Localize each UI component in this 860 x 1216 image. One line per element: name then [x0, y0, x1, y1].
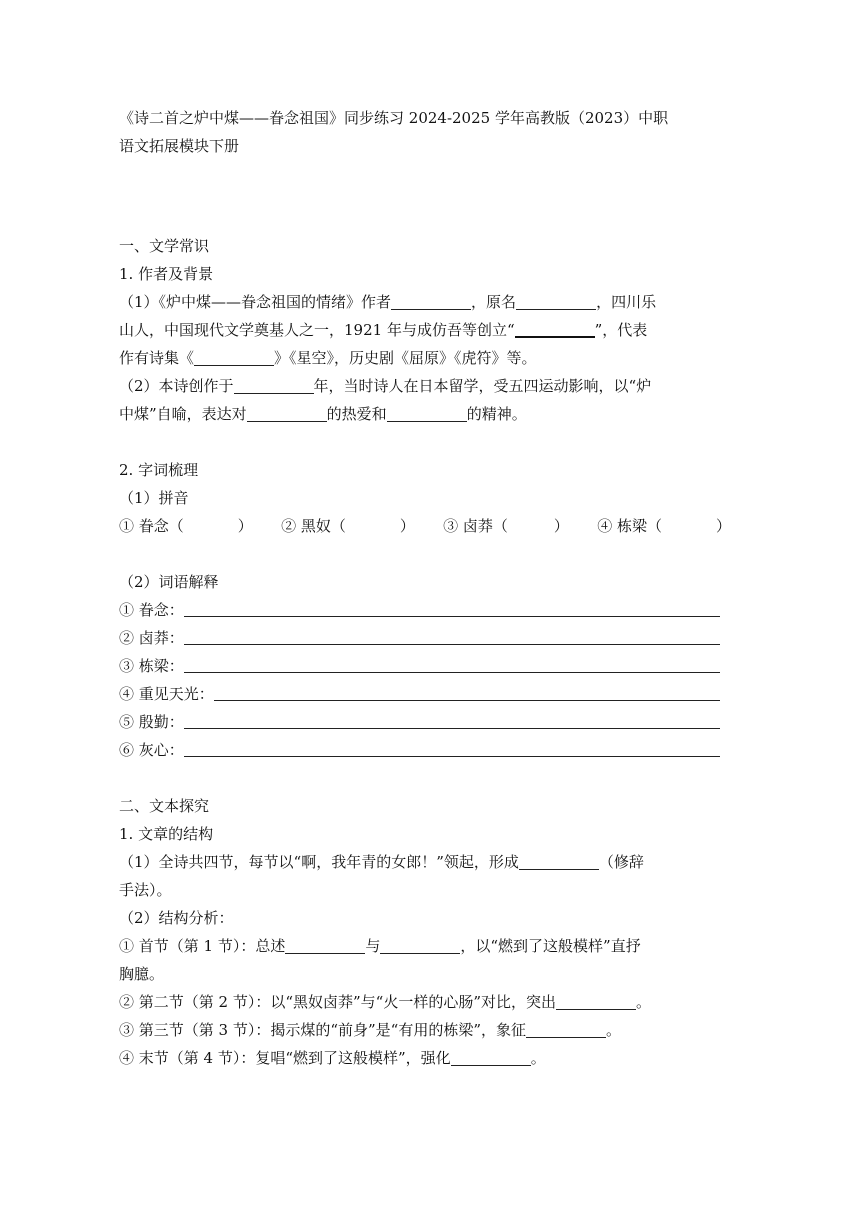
text: 》《星空》，历史剧《屈原》《虎符》等。	[274, 349, 537, 367]
text: 。	[606, 1021, 622, 1039]
section-2-heading: 二、文本探究	[119, 797, 210, 815]
word-definition-label: （2）词语解释	[119, 573, 219, 591]
analysis-item-2	[119, 988, 744, 1016]
document-title	[119, 104, 744, 160]
text: （1）全诗共四节，每节以“啊，我年青的女郎！”领起，形成	[119, 853, 519, 871]
background-question-line-1	[119, 372, 744, 400]
text: ④ 重见天光：	[119, 685, 214, 703]
text: ⑥ 灰心：	[119, 741, 184, 759]
text: （1）《炉中煤——眷念祖国的情绪》作者	[119, 293, 392, 311]
text: 。	[636, 993, 652, 1011]
definition-row-1	[119, 596, 744, 624]
definition-row-6	[119, 736, 744, 764]
text: ① 眷念（	[119, 517, 184, 535]
text: ② 黑奴（	[281, 517, 346, 535]
answer-blank[interactable]	[526, 1019, 606, 1038]
text: （修辞	[598, 853, 644, 871]
text: 年，当时诗人在日本留学，受五四运动影响，以“炉	[313, 377, 652, 395]
title-line-1: 《诗二首之炉中煤——眷念祖国》同步练习 2024-2025 学年高教版（2023）中职	[119, 109, 669, 127]
answer-blank[interactable]	[391, 291, 471, 310]
text: ”，代表	[594, 321, 648, 339]
pinyin-item-4[interactable]	[597, 512, 731, 540]
answer-blank[interactable]	[519, 851, 599, 870]
answer-blank[interactable]	[387, 403, 467, 422]
text: ）	[715, 517, 731, 535]
pinyin-label: （1）拼音	[119, 489, 189, 507]
pinyin-item-1[interactable]	[119, 512, 253, 540]
analysis-item-1	[119, 932, 744, 960]
analysis-item-4	[119, 1044, 744, 1072]
answer-line[interactable]	[184, 708, 720, 729]
section-1-subheading-author: 1. 作者及背景	[119, 265, 214, 283]
text: 中煤”自喻，表达对	[119, 405, 247, 423]
text: 。	[530, 1049, 546, 1067]
answer-line[interactable]	[184, 652, 720, 673]
structure-question-line-1	[119, 848, 744, 876]
definition-row-2	[119, 624, 744, 652]
analysis-item-3	[119, 1016, 744, 1044]
text: （2）本诗创作于	[119, 377, 234, 395]
answer-blank[interactable]	[380, 935, 460, 954]
section-1-heading: 一、文学常识	[119, 237, 210, 255]
answer-line[interactable]	[184, 596, 720, 617]
text: ，原名	[471, 293, 517, 311]
author-question-line-1	[119, 288, 744, 316]
pinyin-row	[119, 512, 731, 540]
answer-line[interactable]	[184, 624, 720, 645]
pinyin-item-3[interactable]	[443, 512, 569, 540]
text: 的热爱和	[326, 405, 387, 423]
structure-analysis-label: （2）结构分析：	[119, 909, 234, 927]
text: ③ 栋梁：	[119, 657, 184, 675]
definition-row-3	[119, 652, 744, 680]
section-2-subheading-structure: 1. 文章的结构	[119, 825, 214, 843]
text: ③ 第三节（第 3 节）：揭示煤的“前身”是“有用的栋梁”，象征	[119, 1021, 527, 1039]
answer-line[interactable]	[184, 736, 720, 757]
text: ① 眷念：	[119, 601, 184, 619]
answer-blank[interactable]	[194, 347, 274, 366]
author-question-line-2	[119, 316, 744, 344]
title-line-2: 语文拓展模块下册	[119, 137, 240, 155]
text: 的精神。	[466, 405, 527, 423]
text: ② 第二节（第 2 节）：以“黑奴卤莽”与“火一样的心肠”对比，突出	[119, 993, 557, 1011]
definition-row-4	[119, 680, 744, 708]
text: 山人，中国现代文学奠基人之一，1921 年与成仿吾等创立“	[119, 321, 515, 339]
worksheet-page	[119, 104, 744, 1072]
text: ① 首节（第 1 节）：总述	[119, 937, 286, 955]
answer-blank[interactable]	[451, 1047, 531, 1066]
answer-line[interactable]	[214, 680, 720, 701]
text: ④ 末节（第 4 节）：复唱“燃到了这般模样”，强化	[119, 1049, 451, 1067]
background-question-line-2	[119, 400, 744, 428]
answer-blank[interactable]	[556, 991, 636, 1010]
text: ）	[237, 517, 253, 535]
answer-blank[interactable]	[516, 291, 596, 310]
text: 作有诗集《	[119, 349, 195, 367]
answer-blank[interactable]	[515, 318, 595, 338]
text: 与	[365, 937, 381, 955]
analysis-item-1-cont: 胸臆。	[119, 965, 165, 983]
structure-question-line-2: 手法）。	[119, 881, 172, 899]
answer-blank[interactable]	[247, 403, 327, 422]
answer-blank[interactable]	[234, 375, 314, 394]
text: ，四川乐	[596, 293, 657, 311]
text: ，以“燃到了这般模样”直抒	[460, 937, 641, 955]
text: ② 卤莽：	[119, 629, 184, 647]
author-question-line-3	[119, 344, 744, 372]
answer-blank[interactable]	[285, 935, 365, 954]
section-1-subheading-words: 2. 字词梳理	[119, 461, 199, 479]
text: ）	[399, 517, 415, 535]
text: ③ 卤莽（	[443, 517, 508, 535]
text: ④ 栋梁（	[597, 517, 662, 535]
definition-row-5	[119, 708, 744, 736]
pinyin-item-2[interactable]	[281, 512, 415, 540]
text: ⑤ 殷勤：	[119, 713, 184, 731]
text: ）	[553, 517, 569, 535]
